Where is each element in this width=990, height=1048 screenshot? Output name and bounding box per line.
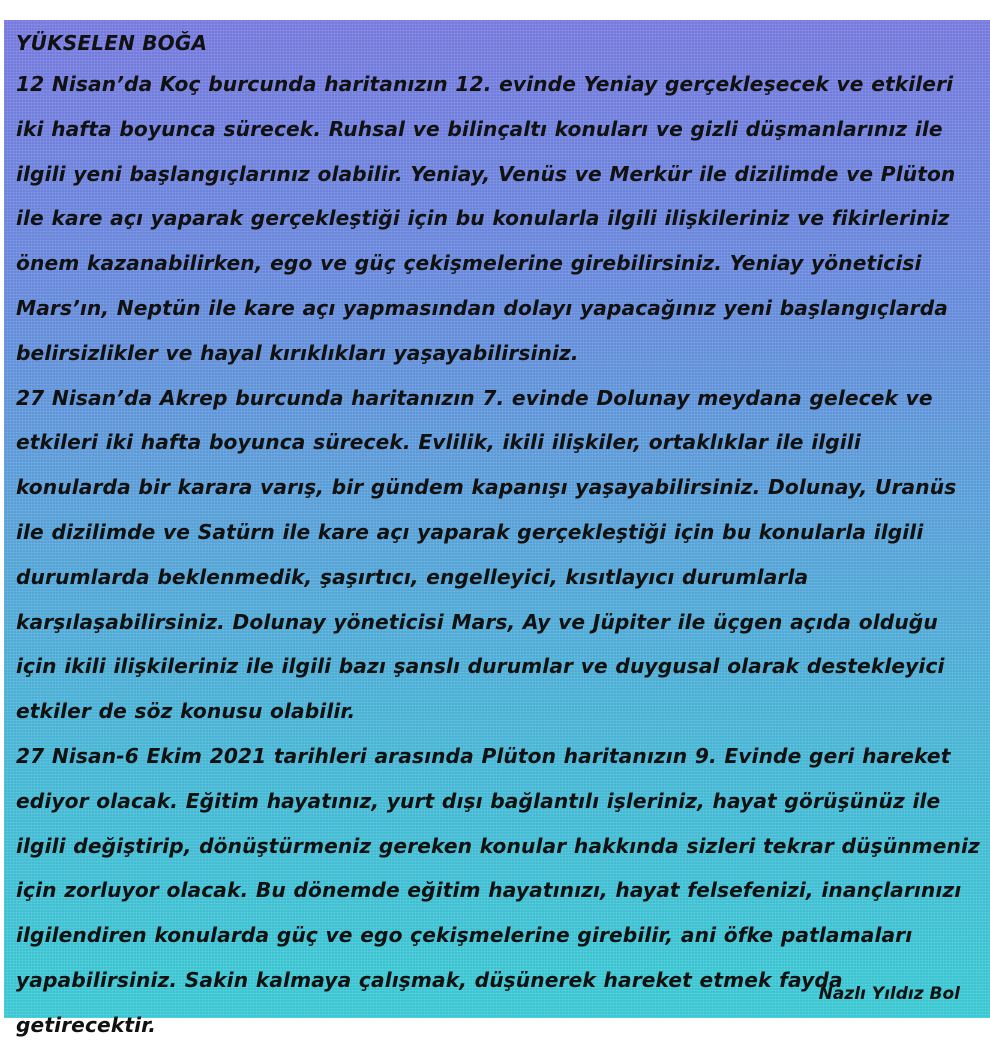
paragraph-new-moon: 12 Nisan’da Koç burcunda haritanızın 12. evinde Yeniay gerçekleşecek ve etkileri iki hafta boyunca sürecek. Ruhsal ve bilinçaltı konuları ve gizli düşmanlarınız ile ilgili yeni başlangıçlarınız olabilir. Yeniay, Venüs ve Merkür ile dizilimde ve Plüton ile kare açı yaparak gerçekleştiği için bu konularla ilgili ilişkileriniz ve fikirleriniz önem kazanabilirken, ego ve güç çekişmelerine girebilirsiniz. Yeniay yöneticisi Mars’ın, Neptün ile kare açı yapmasından dolayı yapacağınız yeni başlangıçlarda belirsizlikler ve hayal kırıklıkları yaşayabilirsiniz. xyxy=(16,72,956,365)
paragraph-full-moon: 27 Nisan’da Akrep burcunda haritanızın 7. evinde Dolunay meydana gelecek ve etkileri iki hafta boyunca sürecek. Evlilik, ikili ilişkiler, ortaklıklar ile ilgili konularda bir karara varış, bir gündem kapanışı yaşayabilirsiniz. Dolunay, Uranüs ile dizilimde ve Satürn ile kare açı yaparak gerçekleştiği için bu konularla ilgili durumlarda beklenmedik, şaşırtıcı, engelleyici, kısıtlayıcı durumlarla karşılaşabilirsiniz. Dolunay yöneticisi Mars, Ay ve Jüpiter ile üçgen açıda olduğu için ikili ilişkileriniz ile ilgili bazı şanslı durumlar ve duygusal olarak destekleyici etkiler de söz konusu olabilir. xyxy=(16,385,957,724)
author-signature: Nazlı Yıldız Bol xyxy=(818,984,960,1004)
horoscope-card xyxy=(4,20,990,1037)
document-title: YÜKSELEN BOĞA xyxy=(16,31,208,55)
paragraph-pluto-retrograde: 27 Nisan-6 Ekim 2021 tarihleri arasında Plüton haritanızın 9. Evinde geri hareket ediyor olacak. Eğitim hayatınız, yurt dışı bağlantılı işleriniz, hayat görüşünüz ile ilgili değiştirip, dönüştürmeniz gereken konular hakkında sizleri tekrar düşünmeniz için zorluyor olacak. Bu dönemde eğitim hayatınızı, hayat felsefenizi, inançlarınızı ilgilendiren konularda güç ve ego çekişmelerine girebilir, ani öfke patlamaları yapabilirsiniz. Sakin kalmaya çalışmak, düşünerek hareket etmek fayda getirecektir. xyxy=(16,743,980,1037)
